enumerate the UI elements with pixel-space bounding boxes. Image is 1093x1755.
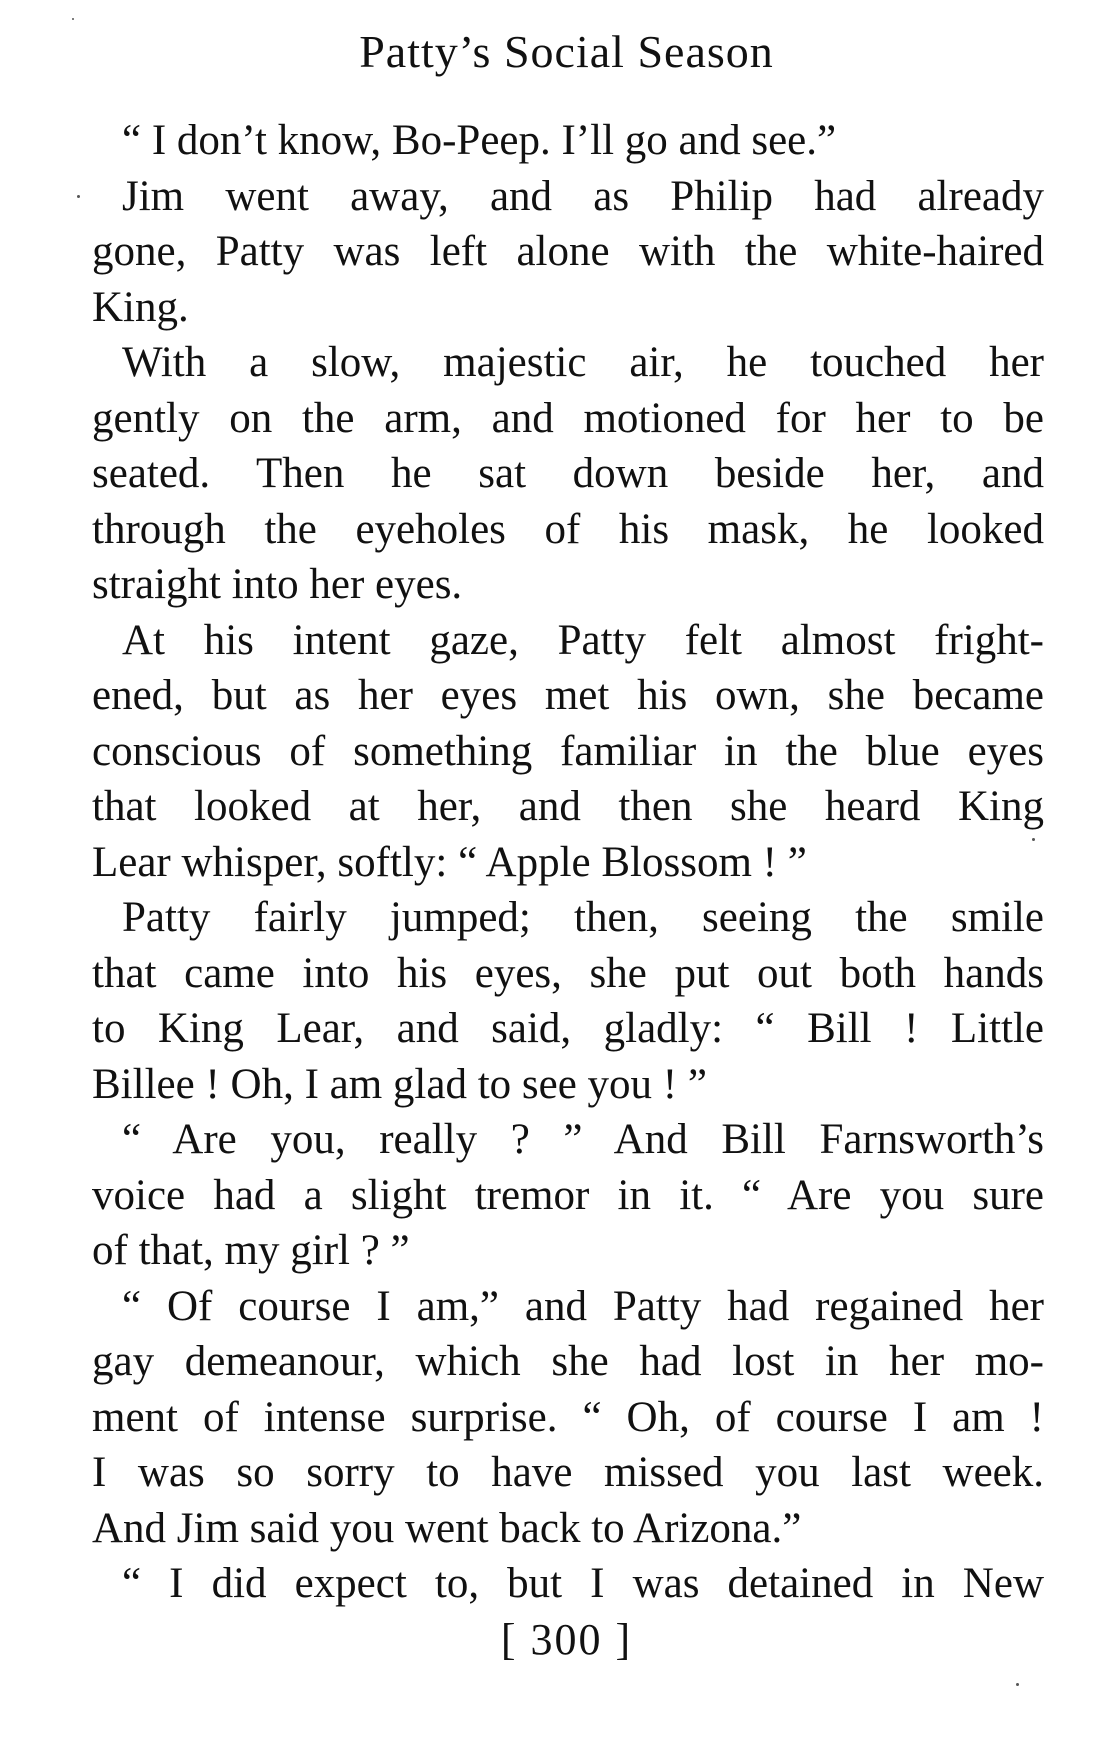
text-line: straight into her eyes. (92, 561, 463, 608)
speck-mark (1032, 838, 1035, 841)
text-line: Patty fairly jumped; then, seeing the smile (122, 894, 1044, 941)
text-line: seated. Then he sat down beside her, and (92, 450, 1044, 497)
text-line: to King Lear, and said, gladly: “ Bill ! Little (92, 1005, 1044, 1052)
text-line: I was so sorry to have missed you last week. (92, 1449, 1044, 1496)
text-line: conscious of something familiar in the blue eyes (92, 727, 1044, 775)
running-head: Patty’s Social Season (359, 26, 774, 77)
text-line: voice had a slight tremor in it. “ Are you sure (92, 1171, 1044, 1219)
text-line: gone, Patty was left alone with the white-haired (92, 228, 1044, 275)
text-line: ened, but as her eyes met his own, she became (92, 672, 1044, 719)
text-line: gay demeanour, which she had lost in her mo- (92, 1338, 1044, 1385)
text-line: “ Are you, really ? ” And Bill Farnsworth’s (122, 1116, 1044, 1163)
text-line: gently on the arm, and motioned for her to be (92, 394, 1044, 442)
text-line: that looked at her, and then she heard King (92, 783, 1044, 830)
text-line: ment of intense surprise. “ Oh, of course I am ! (92, 1393, 1044, 1441)
text-line: Lear whisper, softly: “ Apple Blossom ! ” (92, 838, 807, 886)
text-line: At his intent gaze, Patty felt almost fright- (122, 616, 1044, 664)
text-line: that came into his eyes, she put out both hands (92, 949, 1044, 997)
text-line: King. (92, 283, 189, 331)
text-line: “ Of course I am,” and Patty had regained her (122, 1282, 1044, 1330)
text-line: “ I don’t know, Bo-Peep. I’ll go and see.” (122, 117, 837, 164)
text-line: “ I did expect to, but I was detained in New (122, 1560, 1044, 1607)
page-number: [ 300 ] (500, 1615, 633, 1664)
text-line: And Jim said you went back to Arizona.” (92, 1504, 802, 1552)
text-line: With a slow, majestic air, he touched her (122, 339, 1044, 386)
speck-mark (72, 18, 74, 20)
speck-mark (77, 195, 80, 198)
text-line: Jim went away, and as Philip had already (122, 172, 1044, 220)
text-line: Billee ! Oh, I am glad to see you ! ” (92, 1060, 707, 1108)
text-line: through the eyeholes of his mask, he looked (92, 505, 1044, 553)
body-text (92, 113, 1044, 1612)
text-line: of that, my girl ? ” (92, 1227, 410, 1274)
speck-mark (1016, 1683, 1019, 1686)
